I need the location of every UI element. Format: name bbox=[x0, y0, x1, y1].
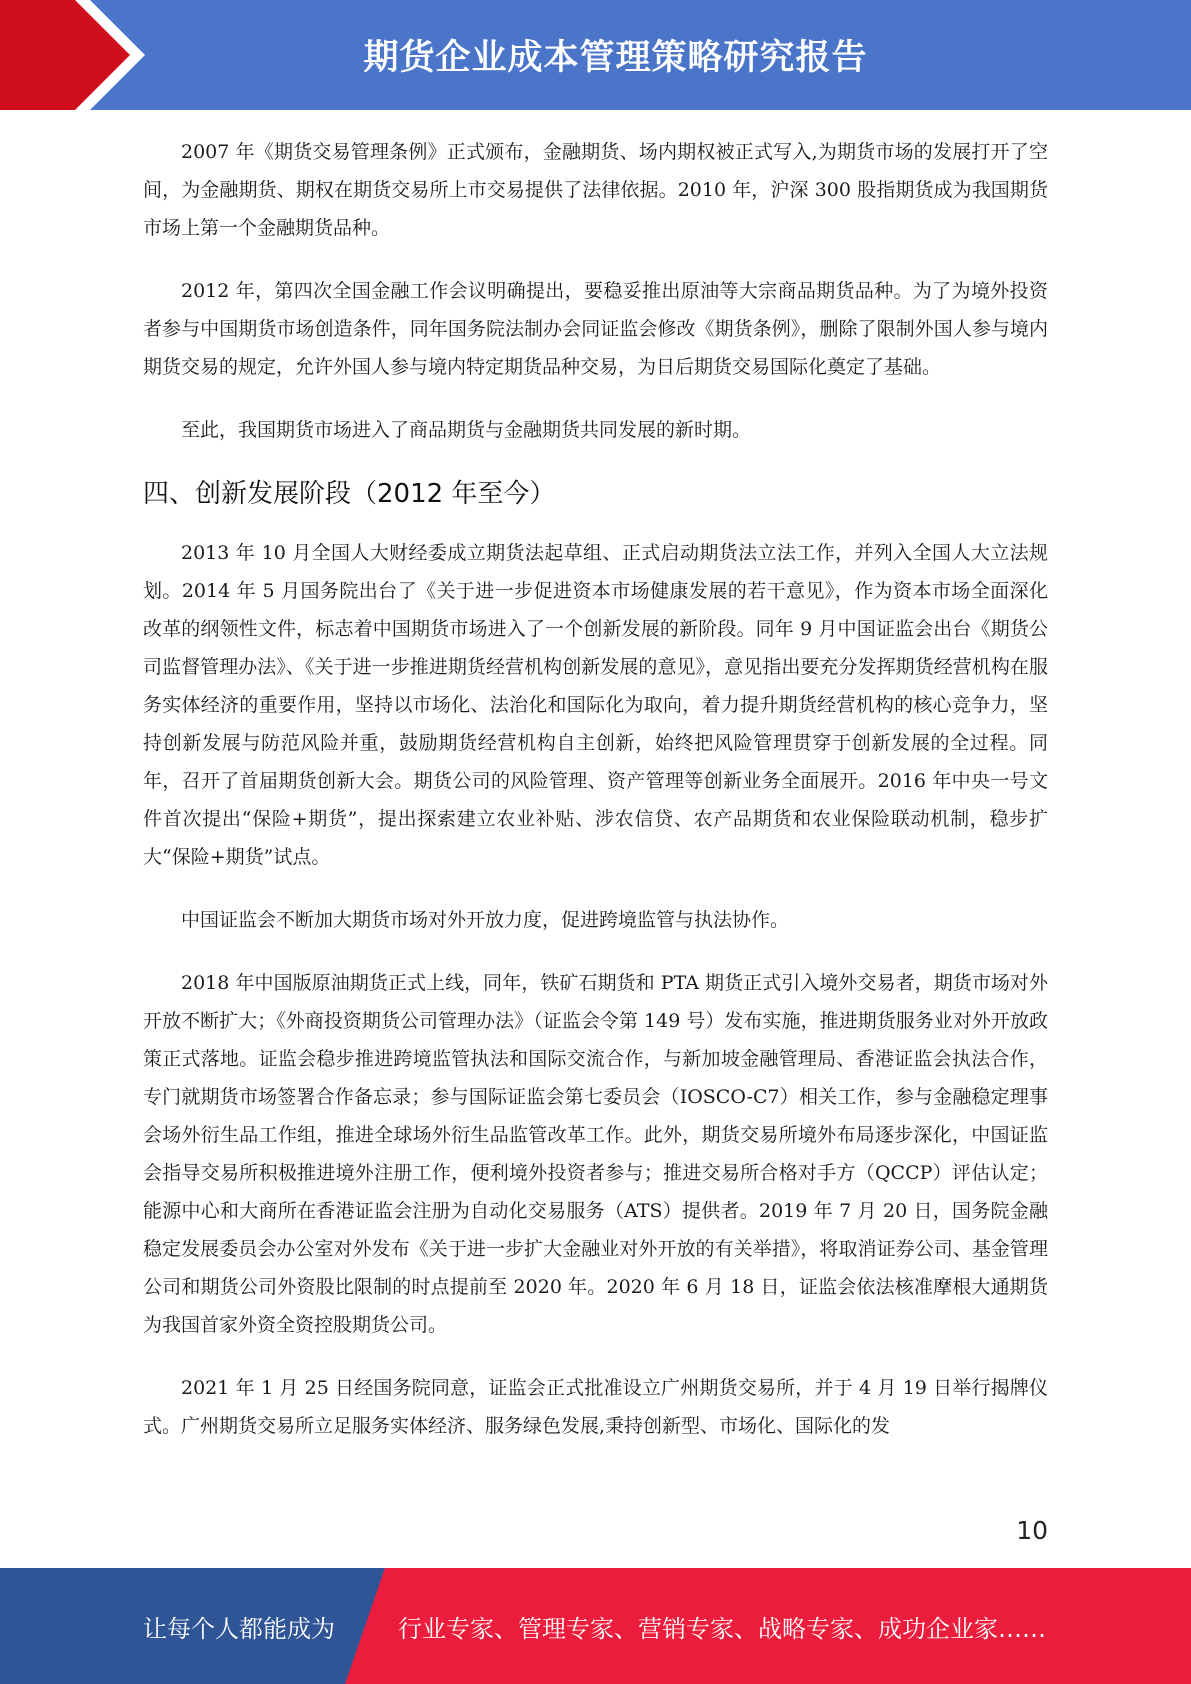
footer-slogan-left: 让每个人都能成为 bbox=[143, 1614, 335, 1643]
footer-slogan-right: 行业专家、管理专家、营销专家、战略专家、成功企业家…… bbox=[398, 1614, 1046, 1643]
header-banner bbox=[0, 0, 1191, 110]
page-number: 10 bbox=[1016, 1516, 1048, 1545]
footer-banner bbox=[0, 1568, 1191, 1684]
paragraph: 至此，我国期货市场进入了商品期货与金融期货共同发展的新时期。 bbox=[181, 419, 752, 441]
header-title: 期货企业成本管理策略研究报告 bbox=[363, 38, 868, 78]
paragraph: 中国证监会不断加大期货市场对外开放力度，促进跨境监管与执法协作。 bbox=[181, 909, 790, 931]
document-body bbox=[143, 133, 1048, 1470]
paragraph: 2012 年，第四次全国金融工作会议明确提出，要稳妥推出原油等大宗商品期货品种。为了为境外投资者参与中国期货市场创造条件，同年国务院法制办会同证监会修改《期货条例》，删除了限制外国人参与境内期货交易的规定，允许外国人参与境内特定期货品种交易，为日后期货交易国际化奠定了基础。 bbox=[143, 280, 1048, 378]
paragraph: 2007 年《期货交易管理条例》正式颁布，金融期货、场内期权被正式写入,为期货市场的发展打开了空间，为金融期货、期权在期货交易所上市交易提供了法律依据。2010 年，沪深 300 股指期货成为我国期货市场上第一个金融期货品种。 bbox=[143, 141, 1048, 239]
section-heading: 四、创新发展阶段（2012 年至今） bbox=[143, 479, 556, 509]
paragraph: 2018 年中国版原油期货正式上线，同年，铁矿石期货和 PTA 期货正式引入境外交易者，期货市场对外开放不断扩大；《外商投资期货公司管理办法》（证监会令第 149 号）发布实施，推进期货服务业对外开放政策正式落地。证监会稳步推进跨境监管执法和国际交流合作，与新加坡金融管理局、香港证监会执法合作，专门就期货市场签署合作备忘录；参与国际证监会第七委员会（IOSCO-C7）相关工作，参与金融稳定理事会场外衍生品工作组，推进全球场外衍生品监管改革工作。此外，期货交易所境外布局逐步深化，中国证监会指导交易所积极推进境外注册工作，便利境外投资者参与；推进交易所合格对手方（QCCP）评估认定；能源中心和大商所在香港证监会注册为自动化交易服务（ATS）提供者。2019 年 7 月 20 日，国务院金融稳定发展委员会办公室对外发布《关于进一步扩大金融业对外开放的有关举措》，将取消证券公司、基金管理公司和期货公司外资股比限制的时点提前至 2020 年。2020 年 6 月 18 日，证监会依法核准摩根大通期货为我国首家外资全资控股期货公司。 bbox=[143, 972, 1048, 1336]
paragraph: 2013 年 10 月全国人大财经委成立期货法起草组、正式启动期货法立法工作，并列入全国人大立法规划。2014 年 5 月国务院出台了《关于进一步促进资本市场健康发展的若干意见》，作为资本市场全面深化改革的纲领性文件，标志着中国期货市场进入了一个创新发展的新阶段。同年 9 月中国证监会出台《期货公司监督管理办法》、《关于进一步推进期货经营机构创新发展的意见》，意见指出要充分发挥期货经营机构在服务实体经济的重要作用，坚持以市场化、法治化和国际化为取向，着力提升期货经营机构的核心竞争力，坚持创新发展与防范风险并重，鼓励期货经营机构自主创新，始终把风险管理贯穿于创新发展的全过程。同年，召开了首届期货创新大会。期货公司的风险管理、资产管理等创新业务全面展开。2016 年中央一号文件首次提出“保险+期货”，提出探索建立农业补贴、涉农信贷、农产品期货和农业保险联动机制，稳步扩大“保险+期货”试点。 bbox=[143, 542, 1048, 868]
paragraph: 2021 年 1 月 25 日经国务院同意，证监会正式批准设立广州期货交易所，并于 4 月 19 日举行揭牌仪式。广州期货交易所立足服务实体经济、服务绿色发展,秉持创新型、市场化、国际化的发 bbox=[143, 1377, 1048, 1437]
